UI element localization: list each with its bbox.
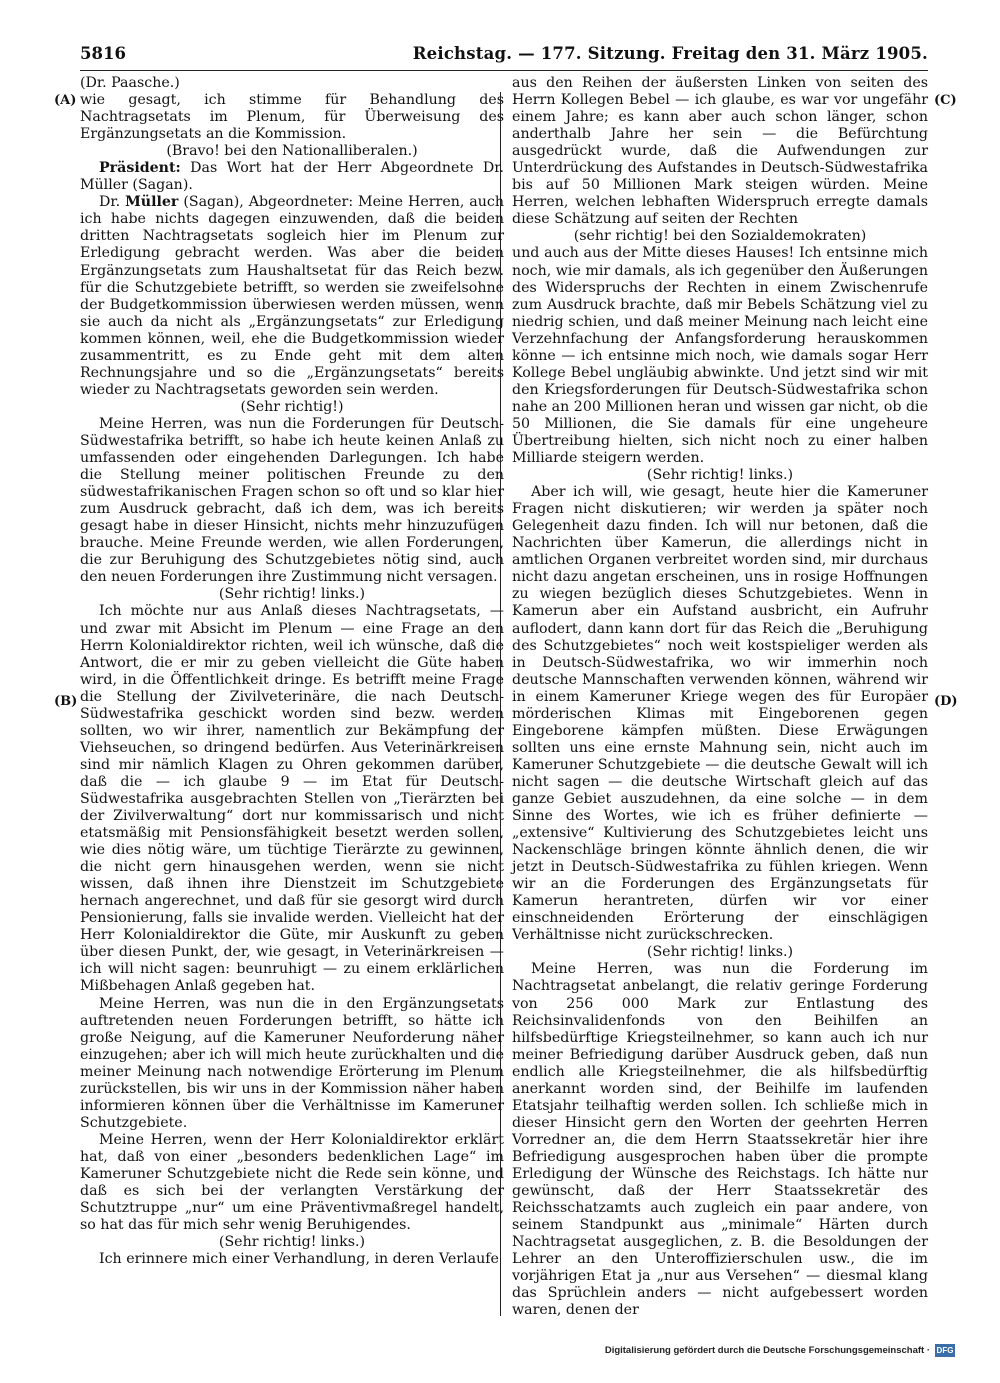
speaker-name: Müller xyxy=(125,194,179,211)
running-head: Reichstag. — 177. Sitzung. Freitag den 31. März 1905. xyxy=(412,44,928,63)
page-number: 5816 xyxy=(80,44,126,63)
interjection: (Sehr richtig! links.) xyxy=(646,944,794,961)
speech-text: (Sagan), Abgeordneter: Meine Herren, auch ich habe nichts dagegen einzuwenden, daß die beiden dritten Nachtragsetats sogleich hier im Plenum zur Erledigung gebracht werden. Was aber die beiden Ergänzungsetats zum Haushaltsetat für das Reich bezw. für die Schutzgebiete betrifft, so werden sie zweifelsohne der Budgetkommission überwiesen werden müssen, wenn sie auch da nicht als „Ergänzungsetats“ zur Erledigung kommen können, weil, ehe die Budgetkommission wieder zusammentritt, es zu Ende geht mit dem alten Rechnungsjahre und so die „Ergänzungsetats“ bereits wieder zu Nachtragsetats geworden sein werden. xyxy=(80,194,504,398)
speaker-paragraph xyxy=(80,194,504,399)
body-paragraph: Aber ich will, wie gesagt, heute hier die Kameruner Fragen nicht diskutieren; wir werden ja später noch Gelegenheit dazu finden. Ich will nur betonen, daß die Nachrichten über Kamerun, die allerdings nicht in amtlichen Organen verbreitet worden sind, mir durchaus nicht dazu angetan erscheinen, uns in rosige Hoffnungen zu wiegen bezüglich dieses Schutzgebietes. Wenn in Kamerun aber ein Aufstand ausbricht, ein Aufruhr auflodert, dann kann dort für das Reich die „Beruhigung des Schutzgebietes“ noch weit kostspieliger werden als in Deutsch-Südwestafrika, wo wir immerhin noch deutsche Mannschaften verwenden können, während wir in einem Kameruner Kriege wegen des für Europäer mörderischen Klimas mit Eingeborenen gegen Eingeborene kämpfen müßten. Diese Erwägungen sollten uns eine ernste Mahnung sein, nicht auch im Kameruner Schutzgebiete — die deutsche Gewalt will ich nicht sagen — die deutsche Wirtschaft gleich auf das ganze Gebiet auszudehnen, da eine solche — in dem Sinne des Wortes, wie ich es früher definierte — „extensive“ Kultivierung des Schutzgebietes leicht uns Nackenschläge bringen könnte ähnlich denen, die wir jetzt in Deutsch-Südwestafrika zu fühlen kriegen. Wenn wir an die Forderungen des Ergänzungsetats für Kamerun herantreten, dürfen wir vor einer einschneidenden Erörterung der einschlägigen Verhältnisse nicht zurückschrecken. xyxy=(512,484,928,944)
right-column xyxy=(512,75,928,1319)
body-paragraph: aus den Reihen der äußersten Linken von seiten des Herrn Kollegen Bebel — ich glaube, es war vor ungefähr einem Jahre; es kann aber auch schon länger, schon anderthalb Jahre her sein — die Befürchtung ausgedrückt wurde, daß die Aufwendungen zur Unterdrückung des Aufstandes in Deutsch-Südwestafrika bis auf 50 Millionen Mark steigen würden. Meine Herren, welchen lebhaften Widerspruch erregte damals diese Schätzung auf seiten der Rechten xyxy=(512,75,928,228)
body-paragraph: (Dr. Paasche.) xyxy=(80,75,180,91)
speaker-title: Dr. xyxy=(99,194,126,211)
margin-marker-d: (D) xyxy=(934,694,958,709)
margin-marker-a: (A) xyxy=(54,93,77,108)
margin-marker-b: (B) xyxy=(54,694,78,709)
interjection: (Sehr richtig! links.) xyxy=(646,467,794,484)
body-paragraph: Ich möchte nur aus Anlaß dieses Nachtragsetats, — und zwar mit Absicht im Plenum — eine Frage an den Herrn Kolonialdirektor richten, weil ich wünsche, daß die Antwort, die er mir zu geben vielleicht die Güte haben wird, in die Öffentlichkeit dringe. Es betrifft meine Frage die Stellung der Zivilveterinäre, die nach Deutsch-Südwestafrika geschickt worden sind bezw. werden sollten, wo wir ihrer, namentlich zur Bekämpfung der Viehseuchen, so dringend bedürfen. Aus Veterinärkreisen sind mir nämlich Klagen zu Ohren gekommen darüber, daß die — ich glaube 9 — im Etat für Deutsch-Südwestafrika ausgebrachten Stellen von „Tierärzten bei der Zivilverwaltung“ dort nur kommissarisch und nicht etatsmäßig mit Pensionsfähigkeit besetzt werden sollen, wie dies nötig wäre, um tüchtige Tierärzte zu gewinnen, die nicht gern hinausgehen werden, wenn sie nicht wissen, daß ihnen ihre Dienstzeit im Schutzgebiete hernach angerechnet, und daß für sie gesorgt wird durch Pensionierung, falls sie invalide werden. Vielleicht hat der Herr Kolonialdirektor die Güte, mir Auskunft zu geben über diesen Punkt, der, wie gesagt, in Veterinärkreisen — ich will nicht sagen: beunruhigt — zu einem erklärlichen Mißbehagen Anlaß gegeben hat. xyxy=(80,603,504,995)
interjection: (sehr richtig! bei den Sozialdemokraten) xyxy=(573,228,867,245)
body-paragraph: Ich erinnere mich einer Verhandlung, in deren Verlaufe xyxy=(99,1251,499,1268)
body-paragraph: wie gesagt, ich stimme für Behandlung des Nachtragsetats im Plenum, für Überweisung des Ergänzungsetats an die Kommission. xyxy=(80,92,504,143)
interjection: (Sehr richtig! links.) xyxy=(218,1234,366,1251)
speech-text: Das Wort hat der Herr Abgeordnete Dr. Müller (Sagan). xyxy=(80,160,504,194)
speaker-paragraph xyxy=(80,160,504,194)
body-paragraph: Meine Herren, was nun die Forderungen für Deutsch-Südwestafrika betrifft, so habe ich heute keinen Anlaß zu umfassenden oder eingehenden Darlegungen. Ich habe die Stellung meiner politischen Freunde zu den südwestafrikanischen Fragen schon so oft und so klar hier zum Ausdruck gebracht, daß ich dem, was ich bereits gesagt habe in dieser Hinsicht, nichts mehr hinzuzufügen brauche. Meine Freunde werden, wie allen Forderungen, die zur Beruhigung des Schutzgebietes nötig sind, auch den neuen Forderungen ihre Zustimmung nicht versagen. xyxy=(80,415,504,586)
dfg-logo: DFG xyxy=(936,1346,954,1355)
column-divider xyxy=(500,92,501,1316)
interjection: (Sehr richtig!) xyxy=(240,398,344,415)
margin-marker-c: (C) xyxy=(934,93,957,108)
body-paragraph: Meine Herren, was nun die in den Ergänzungsetats auftretenden neuen Forderungen betrifft, so hätte ich große Neigung, auf die Kameruner Neuforderung näher einzugehen; aber ich will mich heute zurückhalten und die meiner Meinung nach notwendige Erörterung im Plenum zurückstellen, bis wir uns in der Kommission näher haben informieren können über die Verhältnisse im Kameruner Schutzgebiete. xyxy=(80,995,504,1131)
body-paragraph: Meine Herren, wenn der Herr Kolonialdirektor erklärt hat, daß von einer „besonders bedenklichen Lage“ im Kameruner Schutzgebiete nicht die Rede sein könne, und daß es sich bei der verlangten Verstärkung der Schutztruppe „nur“ um eine Präventivmaßregel handelt, so hat das für mich sehr wenig Beruhigendes. xyxy=(80,1131,504,1234)
speaker-name: Präsident: xyxy=(99,160,181,177)
body-paragraph: und auch aus der Mitte dieses Hauses! Ich entsinne mich noch, wie mir damals, als ich gegenüber den Äußerungen des Widerspruchs der Rechten in einem Zwischenrufe zum Ausdruck brachte, daß mir Bebels Schätzung viel zu niedrig schien, und daß meiner Meinung nach leicht eine Verzehnfachung der Anfangsforderung herauskommen könne — ich entsinne mich noch, wie damals sogar Herr Kollege Bebel ungläubig abwinkte. Und jetzt sind wir mit den Kriegsforderungen für Deutsch-Südwestafrika schon nahe an 200 Millionen heran und wissen gar nicht, ob die 50 Millionen, die Sie damals für eine ungeheure Übertreibung hielten, sich nicht noch zu einer halben Milliarde steigern werden. xyxy=(512,245,928,467)
left-column xyxy=(80,75,504,1268)
body-paragraph: Meine Herren, was nun die Forderung im Nachtragsetat anbelangt, die relativ geringe Forderung von 256 000 Mark zur Entlastung des Reichsinvalidenfonds von den Beihilfen an hilfsbedürftige Kriegsteilnehmer, so kann auch ich nur meiner Befriedigung darüber Ausdruck geben, daß nun endlich alle Kriegsteilnehmer, die als hilfsbedürftig anerkannt worden sind, der Beihilfe im laufenden Etatsjahr teilhaftig werden sollen. Ich schließe mich in dieser Hinsicht gern den Worten der geehrten Herren Vorredner an, die dem Herrn Staatssekretär hier ihre Befriedigung ausgesprochen haben über die prompte Erledigung der Wünsche des Reichstags. Ich hätte nur gewünscht, daß der Herr Staatssekretär des Reichsschatzamts auch zugleich ein paar andere, von seinem Standpunkt aus „minimale“ Härten durch Nachtragsetat ausgeglichen, z. B. die Besoldungen der Lehrer an den Unteroffizierschulen usw., die im vorjährigen Etat ja „nur aus Versehen“ — diesmal klang das Sprüchlein anders — nicht aufgebessert worden waren, denen der xyxy=(512,961,928,1319)
page-header xyxy=(80,44,928,68)
digitization-credit: Digitalisierung gefördert durch die Deutsche Forschungsgemeinschaft · xyxy=(604,1345,930,1356)
header-rule xyxy=(80,70,928,71)
interjection: (Sehr richtig! links.) xyxy=(218,586,366,603)
interjection: (Bravo! bei den Nationalliberalen.) xyxy=(166,143,418,160)
